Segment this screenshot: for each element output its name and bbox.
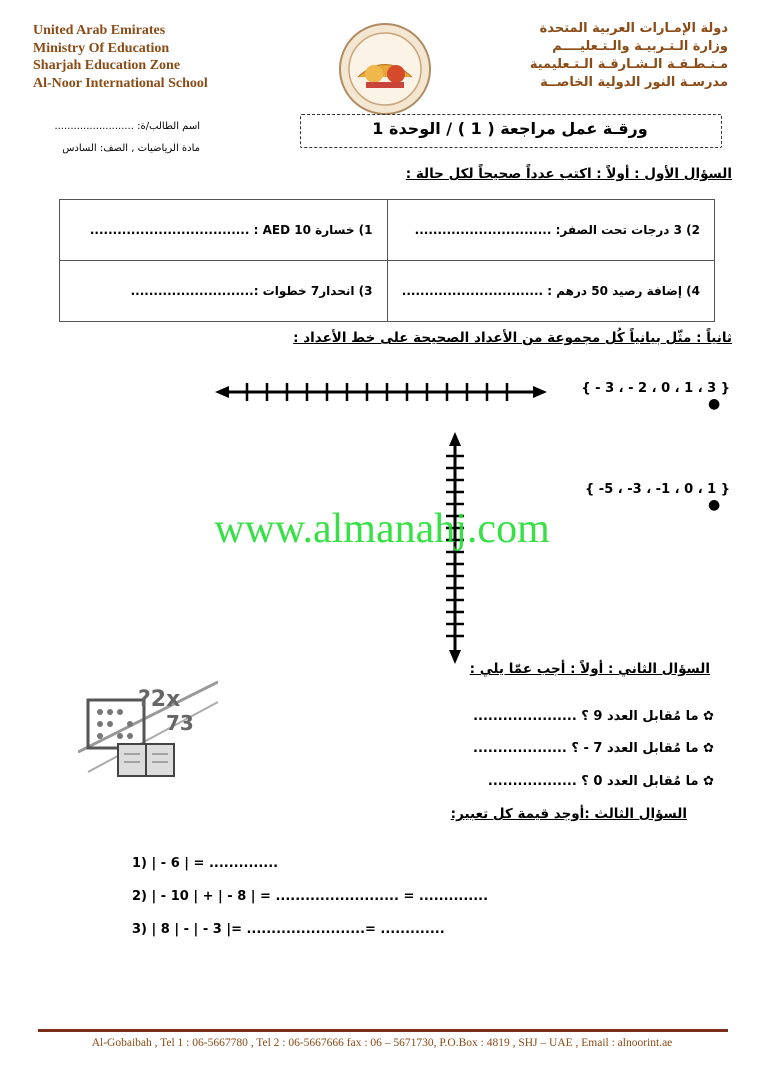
school-logo bbox=[338, 22, 432, 116]
set-1-values: { 3 ، 1 ، 0 ، 2 - ، 3 - } bbox=[581, 381, 730, 396]
header-ar-line: مـنـطـقـة الـشـارقـة الـتـعليمية bbox=[529, 57, 728, 72]
header-en-line: Ministry Of Education bbox=[33, 40, 170, 56]
q1-cell: 2) 3 درجات تحت الصفر: .............................. bbox=[387, 200, 715, 261]
header-en-line: Al-Noor International School bbox=[33, 75, 208, 91]
header-arabic bbox=[530, 20, 728, 92]
subject-grade: مادة الرياضيات , الصف: السادس bbox=[62, 143, 200, 154]
bullet-icon: ● bbox=[708, 497, 730, 513]
horizontal-number-line bbox=[215, 378, 547, 406]
set-1 bbox=[560, 381, 730, 412]
header-ar-line: وزارة الـتـربيـة والـتـعليــــم bbox=[552, 39, 728, 54]
q3-heading: السؤال الثالث :أوجد قيمة كل تعبير: bbox=[450, 806, 687, 822]
worksheet-title: ورقـة عمل مراجعة ( 1 ) / الوحدة 1 bbox=[372, 119, 648, 138]
header-ar-line: دولة الإمـارات العربية المتحدة bbox=[539, 21, 728, 36]
footer-divider bbox=[38, 1029, 728, 1032]
q1-cell: 3) انحدار7 خطوات :........................... bbox=[60, 261, 388, 322]
q2-item: ✿ ما مُقابل العدد 9 ؟ ..................... bbox=[473, 709, 714, 724]
svg-text:?2x: ?2x bbox=[138, 687, 181, 712]
q1-heading: السؤال الأول : أولاً : اكتب عدداً صحيحاً لكل حالة : bbox=[405, 166, 732, 182]
q2-item: ✿ ما مُقابل العدد 7 - ؟ ................... bbox=[473, 741, 714, 756]
q3-item: 3) | 8 | - | - 3 |= ........................= ............. bbox=[132, 922, 445, 937]
watermark: www.almanahj.com bbox=[214, 506, 550, 552]
header-english bbox=[33, 22, 208, 92]
math-clipart-icon bbox=[78, 672, 218, 802]
q3-item: 1) | - 6 | = .............. bbox=[132, 856, 279, 871]
footer-contact: Al-Gobaibah , Tel 1 : 06-5667780 , Tel 2 : 06-5667666 fax : 06 – 5671730, P.O.Box : 4819 , SHJ – UAE , Email : alnoorint.ae bbox=[91, 1037, 673, 1049]
header-en-line: Sharjah Education Zone bbox=[33, 58, 181, 73]
header-en-line: United Arab Emirates bbox=[33, 23, 166, 38]
q1-table bbox=[59, 199, 715, 322]
flower-bullet-icon: ✿ bbox=[703, 741, 714, 756]
flower-bullet-icon: ✿ bbox=[703, 774, 714, 789]
q3-item: 2) | - 10 | + | - 8 | = ......................... = .............. bbox=[132, 889, 489, 904]
q1-cell: 4) إضافة رصيد 50 درهم : ............................... bbox=[387, 261, 715, 322]
set-2-values: { 1 ، 0 ، 1- ، 3- ، 5- } bbox=[585, 482, 730, 497]
student-name-field: اسم الطالب/ة: ......................... bbox=[54, 121, 200, 132]
flower-bullet-icon: ✿ bbox=[703, 709, 714, 724]
header-ar-line: مدرسـة النور الدولية الخاصــة bbox=[540, 75, 728, 90]
q1-cell: 1) خسارة 10 AED : ................................... bbox=[60, 200, 388, 261]
bullet-icon: ● bbox=[708, 396, 730, 412]
q2-heading: السؤال الثاني : أولاً : أجب عمّا يلي : bbox=[469, 661, 710, 677]
svg-text:73: 73 bbox=[166, 711, 194, 735]
q2-item: ✿ ما مُقابل العدد 0 ؟ .................. bbox=[487, 774, 714, 789]
q1b-heading: ثانياً : مثّل بيانياً كُل مجموعة من الأعداد الصحيحة على خط الأعداد : bbox=[293, 330, 732, 346]
